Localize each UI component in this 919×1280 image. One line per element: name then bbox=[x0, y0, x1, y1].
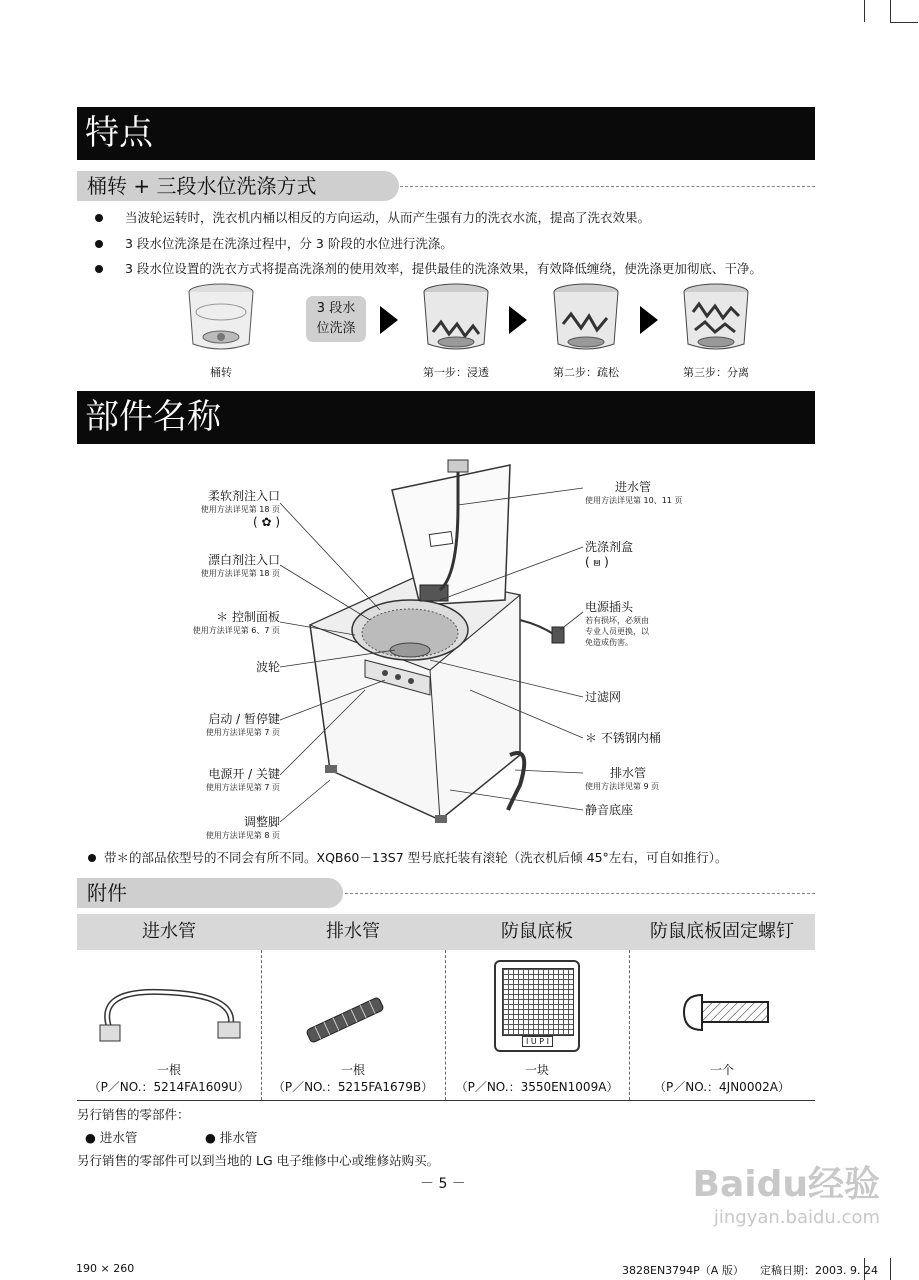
step-caption: 第一步：浸透 bbox=[423, 366, 489, 379]
inlet-hose-illustration bbox=[90, 980, 245, 1050]
label-text: 波轮 bbox=[255, 660, 280, 674]
parts-note bbox=[88, 848, 815, 867]
divider bbox=[345, 893, 815, 894]
label-text: 柔软剂注入口 bbox=[207, 489, 280, 503]
accessory-part-no: （P／NO.：5214FA1609U） bbox=[88, 1080, 250, 1094]
label-text: 洗涤剂盒 bbox=[585, 540, 634, 554]
softener-icon: ( ✿ ) bbox=[252, 515, 280, 529]
label-start-pause bbox=[170, 712, 280, 738]
watermark-url: jingyan.baidu.com bbox=[713, 1207, 880, 1228]
accessories-title: 附件 bbox=[77, 878, 343, 908]
bullet-dot: ● bbox=[85, 1130, 96, 1145]
accessory-header: 防鼠底板 bbox=[445, 914, 630, 950]
accessory-qty: 一根 bbox=[156, 1063, 181, 1077]
label-inlet-hose bbox=[585, 480, 735, 506]
label-text: 排水管 bbox=[610, 766, 647, 780]
features-subtitle: 桶转 + 三段水位洗涤方式 bbox=[77, 171, 399, 201]
label-text: 进水管 bbox=[615, 480, 652, 494]
accessory-part-no: （P／NO.：4JN0002A） bbox=[654, 1080, 790, 1094]
mesh-grid bbox=[502, 968, 574, 1036]
screw-illustration bbox=[682, 990, 772, 1035]
label-sub: 若有损坏，必须由 专业人员更换，以 免造成伤害。 bbox=[585, 616, 649, 647]
label-sub: 使用方法详见第 10、11 页 bbox=[585, 496, 683, 505]
label-sub: 使用方法详见第 8 页 bbox=[205, 831, 280, 840]
drain-hose-illustration bbox=[295, 995, 395, 1045]
label-detergent-box bbox=[585, 540, 705, 570]
accessory-header: 进水管 bbox=[77, 914, 262, 950]
label-silent-base bbox=[585, 803, 705, 818]
label-power-switch bbox=[170, 767, 280, 793]
label-text: 启动 / 暂停键 bbox=[208, 712, 280, 726]
label-bleach-inlet bbox=[170, 553, 280, 579]
features-title: 特点 bbox=[77, 107, 815, 160]
feature-bullet-text: 当波轮运转时，洗衣机内桶以相反的方向运动，从而产生强有力的洗衣水流，提高了洗衣效果。 bbox=[125, 210, 651, 225]
sold-separately-heading: 另行销售的零部件： bbox=[77, 1107, 190, 1122]
label-leveling-foot bbox=[170, 815, 280, 841]
accessory-qty: 一根 bbox=[340, 1063, 365, 1077]
label-text: ＊ 控制面板 bbox=[216, 610, 280, 624]
page-number: － 5 － bbox=[420, 1176, 466, 1192]
paper-size: 190 × 260 bbox=[76, 1262, 135, 1275]
label-pulsator bbox=[170, 660, 280, 675]
baidu-watermark bbox=[650, 1163, 880, 1229]
sold-item-label: 进水管 bbox=[99, 1130, 138, 1145]
step-caption: 第二步：疏松 bbox=[553, 366, 619, 379]
bullet-dot: ● bbox=[205, 1130, 216, 1145]
sold-item bbox=[85, 1128, 137, 1146]
table-bottom-rule bbox=[77, 1100, 815, 1101]
watermark-logo: Baidu经验 bbox=[692, 1164, 880, 1205]
bullet-dot bbox=[88, 854, 96, 862]
tub-caption: 桶转 bbox=[210, 366, 232, 379]
label-sub: 使用方法详见第 6、7 页 bbox=[192, 626, 280, 635]
label-text: 调整脚 bbox=[243, 815, 280, 829]
label-text: 电源开 / 关键 bbox=[208, 767, 280, 781]
label-sub: 使用方法详见第 7 页 bbox=[205, 783, 280, 792]
detergent-icon: ( ⩏ ) bbox=[585, 555, 609, 569]
plate-label: I U P I bbox=[522, 1036, 553, 1047]
sold-item-label: 排水管 bbox=[219, 1130, 258, 1145]
label-text: 过滤网 bbox=[585, 690, 622, 704]
sold-item bbox=[205, 1128, 257, 1146]
label-inner-tub bbox=[585, 731, 705, 746]
three-level-wash-box: 3 段水 位洗涤 bbox=[306, 296, 366, 342]
accessory-qty: 一块 bbox=[524, 1063, 549, 1077]
document-code: 3828EN3794P（A 版） bbox=[622, 1264, 744, 1277]
accessory-part-no: （P／NO.：5215FA1679B） bbox=[272, 1080, 434, 1094]
finalized-date: 定稿日期：2003. 9. 24 bbox=[760, 1264, 878, 1277]
label-drain-hose bbox=[585, 766, 735, 792]
label-power-plug bbox=[585, 600, 705, 648]
label-text: ＊ 不锈钢内桶 bbox=[585, 731, 661, 745]
label-sub: 使用方法详见第 18 页 bbox=[200, 569, 280, 578]
step-caption: 第三步：分离 bbox=[683, 366, 749, 379]
parts-title: 部件名称 bbox=[77, 391, 815, 444]
label-text: 静音底座 bbox=[585, 803, 634, 817]
label-sub: 使用方法详见第 9 页 bbox=[585, 782, 660, 791]
label-text: 漂白剂注入口 bbox=[207, 553, 280, 567]
feature-bullet-text: 3 段水位洗涤是在洗涤过程中，分 3 阶段的水位进行洗涤。 bbox=[125, 236, 453, 251]
label-lint-filter bbox=[585, 690, 705, 705]
parts-note-text: 带＊的部品依型号的不同会有所不同。XQB60－13S7 型号底托装有滚轮（洗衣机后倾 45°左右，可自如推行）。 bbox=[104, 850, 728, 865]
label-sub: 使用方法详见第 7 页 bbox=[205, 728, 280, 737]
mouse-guard-plate-illustration bbox=[494, 960, 580, 1052]
accessory-qty: 一个 bbox=[709, 1063, 734, 1077]
accessory-header: 排水管 bbox=[261, 914, 446, 950]
label-control-panel bbox=[170, 610, 280, 636]
purchase-note: 另行销售的零部件可以到当地的 LG 电子维修中心或维修站购买。 bbox=[77, 1153, 440, 1168]
label-softener-inlet bbox=[170, 489, 280, 530]
feature-bullet-text: 3 段水位设置的洗衣方式将提高洗涤剂的使用效率，提供最佳的洗涤效果，有效降低缠绕，使洗涤更加彻底、干净。 bbox=[125, 261, 762, 276]
label-sub: 使用方法详见第 18 页 bbox=[200, 505, 280, 514]
accessory-header: 防鼠底板固定螺钉 bbox=[629, 914, 815, 950]
label-text: 电源插头 bbox=[585, 600, 634, 614]
accessory-part-no: （P／NO.：3550EN1009A） bbox=[455, 1080, 619, 1094]
